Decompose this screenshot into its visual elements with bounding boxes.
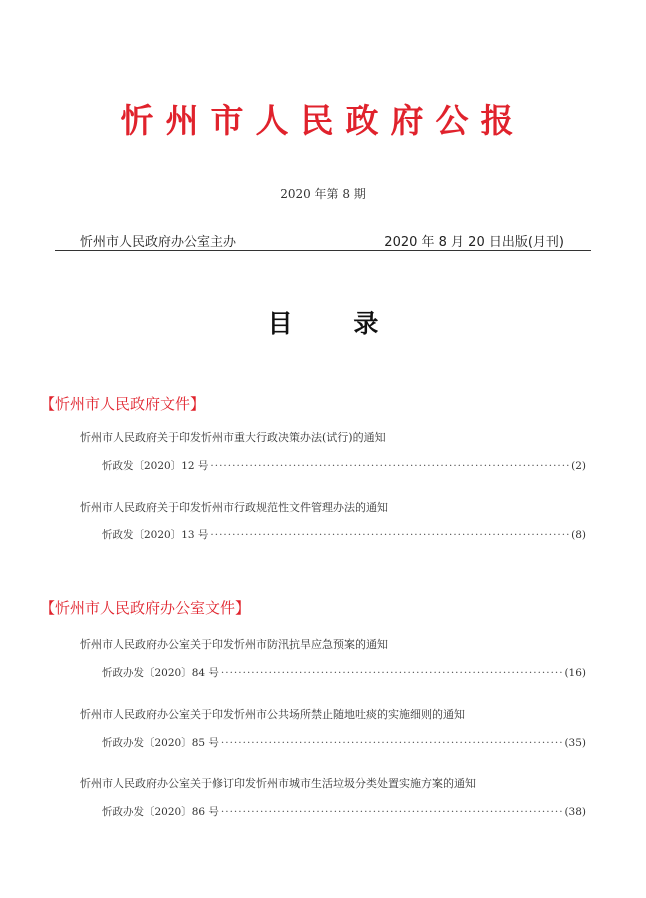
section-heading-government-documents: 【忻州市人民政府文件】 [40,395,206,413]
document-number: 忻政办发〔2020〕86 号 [102,806,219,818]
issue-number: 2020 年第 8 期 [280,187,366,201]
section-heading-office-documents: 【忻州市人民政府办公室文件】 [40,599,251,617]
leader-dots [221,806,563,818]
document-number: 忻政发〔2020〕12 号 [102,460,209,472]
masthead-title: 忻州市人民政府公报 [120,101,526,140]
page-number: (38) [564,806,586,818]
toc-entry-title[interactable]: 忻州市人民政府关于印发忻州市重大行政决策办法(试行)的通知 [80,431,386,444]
sponsor-line: 忻州市人民政府办公室主办 [80,235,237,250]
publication-date: 2020 年 8 月 20 日出版(月刊) [384,235,564,250]
toc-entry-line[interactable] [102,458,586,473]
toc-entry-title[interactable]: 忻州市人民政府办公室关于印发忻州市防汛抗旱应急预案的通知 [80,638,388,651]
toc-entry-line[interactable] [102,527,586,542]
toc-entry-line[interactable] [102,735,586,750]
toc-title: 目 录 [267,309,405,338]
leader-dots [221,667,563,679]
header-divider [55,250,591,251]
page-number: (2) [571,460,586,472]
leader-dots [221,737,563,749]
toc-entry-title[interactable]: 忻州市人民政府办公室关于印发忻州市公共场所禁止随地吐痰的实施细则的通知 [80,708,465,721]
document-number: 忻政发〔2020〕13 号 [102,529,209,541]
toc-entry-title[interactable]: 忻州市人民政府关于印发忻州市行政规范性文件管理办法的通知 [80,501,388,514]
toc-entry-line[interactable] [102,804,586,819]
page-number: (35) [564,737,586,749]
toc-entry-title[interactable]: 忻州市人民政府办公室关于修订印发忻州市城市生活垃圾分类处置实施方案的通知 [80,777,476,790]
leader-dots [210,460,569,472]
document-number: 忻政办发〔2020〕84 号 [102,667,219,679]
document-number: 忻政办发〔2020〕85 号 [102,737,219,749]
leader-dots [210,529,569,541]
page-number: (8) [571,529,586,541]
toc-entry-line[interactable] [102,665,586,680]
page-number: (16) [564,667,586,679]
